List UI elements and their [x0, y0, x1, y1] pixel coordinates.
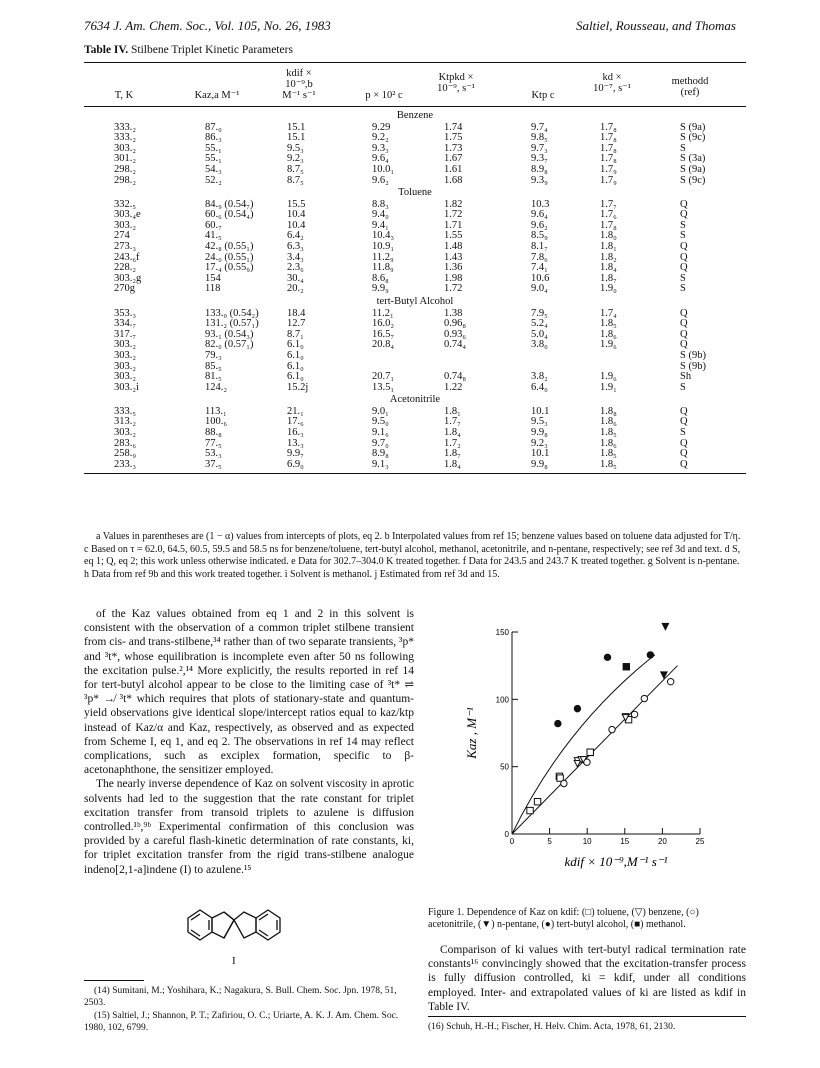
table-cell: 0.74₈	[444, 371, 467, 383]
table-cell: 8.7₅	[287, 163, 304, 175]
table-cell: 5.0₄	[531, 328, 548, 340]
body-right-column	[428, 943, 746, 1014]
table-cell: 7.9₅	[531, 307, 548, 319]
table-cell: 79.₃	[205, 349, 222, 361]
table-cell: 0.93₆	[444, 328, 467, 340]
table-cell: 334.₇	[114, 318, 137, 330]
point-toluene	[527, 807, 533, 813]
table-cell: 1.9₆	[600, 339, 617, 351]
table-cell: 55.₁	[205, 142, 222, 154]
table-cell: 1.71	[444, 219, 463, 231]
table-cell: Q	[680, 416, 688, 428]
table-cell: 1.7₆	[600, 209, 617, 221]
table-cell: 1.8₂	[600, 251, 617, 263]
table-cell: 1.7₉	[600, 163, 617, 175]
table-cell: 10.1	[531, 448, 550, 460]
table-cell: 52.₂	[205, 174, 222, 186]
table-cell: 2.3₆	[287, 262, 304, 274]
table-cell: 10.4	[287, 219, 306, 231]
table-cell: 60.₆ (0.54₄)	[205, 209, 254, 221]
table-cell: 84.₉ (0.54₇)	[205, 198, 254, 210]
table-cell: S	[680, 142, 686, 154]
table-cell: 1.9₀	[600, 283, 617, 295]
y-tick-label: 100	[495, 695, 509, 705]
table-cell: S	[680, 283, 686, 295]
paragraph: Comparison of ki values with tert-butyl radical termination rate constants¹⁶ convincingly showed that the excitation-transfer process is fully diffusion controlled, ki = kdif, under all conditions employed. Inter- and extrapolated values of ki are listed as kdif in Table IV.	[428, 944, 746, 1013]
table-cell: 9.5₀	[372, 416, 389, 428]
point-acetonitrile	[667, 678, 673, 684]
table-cell: 1.8₄	[600, 262, 617, 274]
table-cell: 1.38	[444, 307, 463, 319]
table-cell: 30.₄	[287, 272, 304, 284]
table-cell: 6.3₃	[287, 241, 304, 252]
table-cell: Q	[680, 209, 688, 221]
table-cell: 1.8₅	[600, 427, 617, 438]
table-cell: 5.2₄	[531, 318, 548, 330]
table-cell: 1.7₈	[600, 142, 617, 154]
table-cell: 1.73	[444, 142, 463, 154]
table-cell: 1.7₄	[600, 307, 617, 319]
column-header: T, K	[114, 90, 134, 101]
table-footnotes	[84, 531, 746, 581]
table-cell: 77.₅	[205, 437, 222, 449]
table-cell: 9.5₃	[287, 142, 304, 154]
authors: Saltiel, Rousseau, and Thomas	[576, 18, 736, 33]
table-cell: 1.8₄	[444, 427, 461, 438]
table-cell: 243.₆f	[114, 251, 140, 263]
x-axis-label: kdif × 10⁻⁹,M⁻¹ s⁻¹	[564, 854, 668, 869]
table-cell: 15.2j	[287, 381, 309, 393]
table-cell: 1.8₅	[600, 458, 617, 470]
table-cell: 9.8₅	[531, 132, 548, 144]
table-cell: 9.7₀	[372, 437, 389, 449]
table-header-rule	[84, 106, 746, 107]
table-row	[84, 382, 746, 394]
table-cell: 1.22	[444, 381, 463, 393]
x-tick-label: 5	[547, 837, 552, 846]
table-cell: 86.₃	[205, 132, 222, 144]
table-cell: 9.0₄	[531, 283, 548, 295]
point-n-pentane	[662, 623, 668, 629]
table-cell: 53.₃	[205, 448, 222, 460]
point-benzene	[574, 761, 580, 767]
table-cell: 8.9₈	[372, 448, 389, 460]
table-cell: 18.4	[287, 307, 306, 319]
table-cell: 274	[114, 230, 130, 242]
table-cell: 303.₂	[114, 142, 137, 154]
y-tick-label: 0	[504, 830, 509, 839]
point-tert-butyl-alcohol	[604, 654, 610, 660]
column-header: Ktpkd × 10⁻⁹, s⁻¹	[437, 72, 475, 94]
table-cell: 273.₃	[114, 241, 137, 252]
table-cell: S	[680, 272, 686, 284]
point-toluene	[534, 798, 540, 804]
table-cell: 6.1₀	[287, 360, 304, 372]
point-tert-butyl-alcohol	[574, 705, 580, 711]
table-cell: 81.₅	[205, 371, 222, 383]
table-cell: Q	[680, 198, 688, 210]
table-cell: 10.3	[531, 198, 550, 210]
table-cell: Q	[680, 328, 688, 340]
table-cell: 124.₂	[205, 381, 228, 393]
table-cell: 17.₄ (0.55₉)	[205, 262, 254, 274]
table-cell: 333.₂	[114, 121, 137, 133]
table-cell: 9.9₇	[287, 448, 304, 460]
table-cell: 9.9₈	[531, 427, 548, 438]
table-section-label: Benzene	[396, 110, 434, 121]
table-cell: 9.3₃	[372, 142, 389, 154]
table-bottom-rule	[84, 473, 746, 474]
references-right	[428, 1022, 746, 1032]
table-cell: 333.₂	[114, 132, 137, 144]
table-caption	[84, 44, 293, 56]
table-cell: 9.6₄	[372, 153, 389, 165]
table-cell: 6.9₀	[287, 458, 304, 470]
table-cell: 303.₂i	[114, 381, 139, 393]
table-cell: 1.8₈	[600, 405, 617, 417]
table-cell: 1.98	[444, 272, 463, 284]
table-cell: 1.8₁	[600, 241, 617, 252]
table-cell: 37.₅	[205, 458, 222, 470]
table-cell: 118	[205, 283, 221, 295]
figure-1-scatter-plot	[432, 612, 746, 902]
table-cell: 1.7₇	[600, 198, 617, 210]
table-cell: 9.3₇	[531, 153, 548, 165]
table-cell: 9.2₂	[372, 132, 389, 144]
table-cell: 9.4₁	[372, 219, 389, 231]
table-cell: 9.9₈	[531, 458, 548, 470]
table-cell: 0.96₈	[444, 318, 467, 330]
table-cell: Q	[680, 339, 688, 351]
table-cell: 10.0₁	[372, 163, 395, 175]
point-tert-butyl-alcohol	[555, 720, 561, 726]
table-section-label: Toluene	[398, 187, 432, 199]
table-cell: 1.7₈	[600, 132, 617, 144]
table-cell: 1.74	[444, 121, 463, 133]
table-cell: 270g	[114, 283, 135, 295]
table-title: Stilbene Triplet Kinetic Parameters	[130, 44, 293, 56]
table-cell: 317.₇	[114, 328, 137, 340]
table-cell: 1.7₈	[600, 153, 617, 165]
y-tick-label: 150	[495, 628, 509, 637]
table-cell: 8.5₉	[531, 230, 548, 242]
table-cell: 11.2₁	[372, 307, 394, 319]
table-cell: 16.5₇	[372, 328, 395, 340]
point-acetonitrile	[561, 780, 567, 786]
x-tick-label: 25	[695, 837, 705, 846]
footnote-text: a Values in parentheses are (1 − α) values from intercepts of plots, eq 2. b Interpolated values from ref 15; benzene values based on toluene data adjusted for T/η. c Based on τ = 62.0, 64.5, 60.5, 59.5 and 58.5 ns for benzene/toluene, tert-butyl alcohol, methanol, acetonitrile, and n-pentane, respectively; see ref 3d and text. d S, eq 1; Q, eq 2; this work unless otherwise indicated. e Data for 302.7–304.0 K treated together. f Data for 243.5 and 243.7 K treated together. g Solvent is n-pentane. h Data from ref 9b and this work treated together. i Solvent is methanol. j Estimated from ref 3d and 15.	[84, 531, 741, 580]
table-cell: 10.4₃	[372, 230, 395, 242]
table-cell: 82.₀ (0.57₁)	[205, 339, 254, 351]
table-cell: 1.43	[444, 251, 463, 263]
table-cell: 9.1₆	[372, 427, 389, 438]
table-cell: 20.8₄	[372, 339, 395, 351]
column-header: kd × 10⁻⁷, s⁻¹	[593, 72, 631, 94]
table-cell: 8.1₇	[531, 241, 548, 252]
table-cell: 13.₃	[287, 437, 304, 449]
refs-rule	[84, 980, 144, 981]
trend-line-aprotic	[512, 666, 677, 834]
x-tick-label: 15	[620, 837, 630, 846]
table-cell: 17.₆	[287, 416, 304, 428]
table-cell: Q	[680, 251, 688, 263]
table-cell: 20.7₁	[372, 371, 395, 383]
table-cell: Q	[680, 405, 688, 417]
table-cell: S (9a)	[680, 121, 706, 133]
table-cell: 15.1	[287, 132, 306, 144]
table-cell: 20.₂	[287, 283, 304, 295]
figure-caption: Figure 1. Dependence of Kaz on kdif: (□) toluene, (▽) benzene, (○) acetonitrile, (▼) n-pentane, (●) tert-butyl alcohol, (■) methanol.	[428, 907, 699, 930]
x-tick-label: 0	[509, 837, 515, 846]
table-cell: 133.₀ (0.54₂)	[205, 307, 259, 319]
table-cell: 8.7₁	[287, 328, 304, 340]
table-cell: 41.₅	[205, 230, 222, 242]
table-cell: 87.₀	[205, 121, 222, 133]
table-cell: 6.1₀	[287, 339, 304, 351]
table-cell: 9.0₁	[372, 405, 389, 417]
table-cell: 1.8₆	[600, 437, 617, 449]
table-cell: 303.₂	[114, 349, 137, 361]
table-cell: S	[680, 381, 686, 393]
table-cell: 258.₉	[114, 448, 137, 460]
table-cell: 1.68	[444, 174, 463, 186]
table-cell: 303.₂	[114, 219, 137, 231]
table-cell: 3.8₂	[531, 371, 548, 383]
table-top-rule	[84, 62, 746, 63]
table-cell: 1.9₆	[600, 371, 617, 383]
table-cell: 1.7₂	[444, 437, 461, 449]
table-cell: 85.₅	[205, 360, 222, 372]
point-acetonitrile	[641, 695, 647, 701]
table-cell: 303.₂	[114, 427, 137, 438]
table-cell: 1.8₀	[600, 230, 617, 242]
table-cell: S	[680, 427, 686, 438]
table-cell: 1.7₈	[600, 219, 617, 231]
refs-right-rule	[428, 1016, 746, 1017]
table-cell: 21.₁	[287, 405, 304, 417]
table-cell: 1.75	[444, 132, 463, 144]
table-cell: 9.5₃	[531, 416, 548, 428]
table-cell: Q	[680, 318, 688, 330]
table-cell: 9.7₄	[531, 121, 548, 133]
table-cell: 1.8₆	[600, 328, 617, 340]
table-cell: 8.8₃	[372, 198, 389, 210]
column-header: p × 10² c	[365, 90, 403, 101]
table-row	[84, 283, 746, 295]
table-cell: 1.36	[444, 262, 463, 274]
table-cell: 9.4₀	[372, 209, 389, 221]
table-cell: 100.₆	[205, 416, 228, 428]
table-cell: 353.₃	[114, 307, 137, 319]
table-cell: S	[680, 219, 686, 231]
table-cell: 9.1₃	[372, 458, 389, 470]
table-cell: Q	[680, 437, 688, 449]
table-cell: 9.6₂	[531, 219, 548, 231]
table-cell: 10.4	[287, 209, 306, 221]
table-cell: S (9c)	[680, 132, 706, 144]
table-cell: Q	[680, 458, 688, 470]
table-cell: 298.₂	[114, 174, 137, 186]
table-cell: 9.2₃	[531, 437, 548, 449]
table-cell: 88.₈	[205, 427, 222, 438]
table-cell: 1.8₅	[600, 318, 617, 330]
table-cell: 6.4₀	[531, 381, 548, 393]
table-cell: 1.8₅	[600, 448, 617, 460]
table-cell: 303.₂	[114, 339, 137, 351]
table-cell: 42.₈ (0.55₁)	[205, 241, 254, 252]
table-cell: 9.29	[372, 121, 391, 133]
table-cell: 3.4₃	[287, 251, 304, 263]
table-cell: S (9b)	[680, 349, 706, 361]
table-cell: 10.1	[531, 405, 550, 417]
table-cell: 1.8₇	[600, 272, 617, 284]
table-cell: 1.72	[444, 283, 463, 295]
x-tick-label: 10	[582, 837, 592, 846]
table-cell: 93.₁ (0.54₃)	[205, 328, 254, 340]
table-cell: 11.8₉	[372, 262, 394, 274]
table-section-label: Acetonitrile	[389, 394, 441, 406]
table-cell: S (9c)	[680, 174, 706, 186]
running-header	[84, 18, 736, 36]
references-left	[84, 986, 414, 1036]
table-cell: 233.₃	[114, 458, 137, 470]
table-cell: Q	[680, 307, 688, 319]
table-cell: 9.9₉	[372, 283, 389, 295]
table-cell: 313.₂	[114, 416, 137, 428]
table-cell: 1.8₁	[444, 405, 461, 417]
table-cell: 154	[205, 272, 221, 284]
table-number: Table IV.	[84, 44, 129, 56]
point-methanol	[623, 664, 629, 670]
table-cell: 303.₂g	[114, 272, 142, 284]
point-acetonitrile	[584, 759, 590, 765]
table-cell: 6.4₂	[287, 230, 304, 242]
table-cell: 1.61	[444, 163, 463, 175]
point-tert-butyl-alcohol	[647, 652, 653, 658]
table-cell: Q	[680, 262, 688, 274]
table-cell: 15.5	[287, 198, 306, 210]
reference: (15) Saltiel, J.; Shannon, P. T.; Zafiriou, O. C.; Uriarte, A. K. J. Am. Chem. Soc. 1980, 102, 6799.	[84, 1011, 399, 1033]
table-cell: 1.55	[444, 230, 463, 242]
table-cell: S (3a)	[680, 153, 706, 165]
table-cell: 9.7₃	[531, 142, 548, 154]
table-cell: 10.9₁	[372, 241, 395, 252]
paragraph: The nearly inverse dependence of Kaz on solvent viscosity in aprotic solvents had led to the suggestion that the rate constant for triplet excitation transfer from transoid triplets to azulene is diffusion controlled.¹ᵇ,⁹ᵇ Experimental confirmation of this conclusion was provided by a careful flash-kinetic determination of rate constants, ki, for triplet excitation transfer from the rigid trans-stilbene analogue indeno[2,1-a]indene (I) to azulene.¹⁵	[84, 778, 414, 876]
molecule-label: I	[232, 955, 236, 967]
table-cell: 16.0₂	[372, 318, 395, 330]
table-cell: 1.7₈	[600, 121, 617, 133]
table-cell: 55.₁	[205, 153, 222, 165]
table-cell: 333.₅	[114, 405, 137, 417]
table-cell: S (9a)	[680, 163, 706, 175]
table-cell: 60.₇	[205, 219, 222, 231]
table-cell: 9.6₄	[531, 209, 548, 221]
table-cell: 1.8₆	[600, 416, 617, 428]
table-cell: 9.2₃	[287, 153, 304, 165]
table-cell: 54.₃	[205, 163, 222, 175]
table-cell: 1.8₄	[444, 458, 461, 470]
table-cell: 12.7	[287, 318, 306, 330]
table-cell: 13.5₁	[372, 381, 395, 393]
point-acetonitrile	[631, 711, 637, 717]
table-cell: 6.1₀	[287, 349, 304, 361]
table-cell: 15.1	[287, 121, 306, 133]
table-cell: 0.74₄	[444, 339, 467, 351]
table-cell: 10.6	[531, 272, 550, 284]
table-cell: S (9b)	[680, 360, 706, 372]
table-cell: Sh	[680, 371, 692, 383]
column-header: Ktp c	[531, 90, 555, 101]
table-cell: 303.₄e	[114, 209, 141, 221]
table-cell: 303.₂	[114, 360, 137, 372]
body-left-column	[84, 607, 414, 877]
column-header: Kaz,a M⁻¹	[194, 90, 240, 101]
table-cell: Q	[680, 448, 688, 460]
table-cell: 8.9₈	[531, 163, 548, 175]
table-cell: 332.₅	[114, 198, 137, 210]
table-cell: 7.4₁	[531, 262, 548, 274]
table-cell: 8.6₈	[372, 272, 389, 284]
table-cell: 1.8₇	[444, 448, 461, 460]
table-cell: 9.6₂	[372, 174, 389, 186]
table-cell: 8.7₅	[287, 174, 304, 186]
paragraph: of the Kaz values obtained from eq 1 and 2 in this solvent is consistent with the observation of a common triplet stilbene transient from cis- and trans-stilbene,³⁴ rather than of two separate transients, ³p* and ³t*, whose equilibration is incomplete even after 50 ns following the excitation pulse.²,¹⁴ More explicitly, the results reported in ref 14 for tert-butyl alcohol appear to be close to the limiting case of ³t* ⇌ ³p* ↛ ³t* which requires that plots of stationary-state and quantum-yield observations give identical slope/intercept ratios equal to kaz/ktp instead of Kaz/α and Kaz, respectively, as observed and as expected from Scheme I, eq 1, and eq 2. The observations in ref 14 may reflect complications, such as exciplex formation, specific to β-acetonaphthone, the sensitizer employed.	[84, 608, 414, 777]
table-cell: 283.₆	[114, 437, 137, 449]
journal-citation: 7634 J. Am. Chem. Soc., Vol. 105, No. 26, 1983	[84, 18, 331, 33]
table-cell: 11.2₉	[372, 251, 394, 263]
y-axis-label: Kaz , M⁻¹	[464, 707, 479, 759]
table-cell: 1.7₉	[600, 174, 617, 186]
reference: (14) Sumitani, M.; Yoshihara, K.; Nagakura, S. Bull. Chem. Soc. Jpn. 1978, 51, 2503.	[84, 986, 397, 1008]
table-cell: 16.₃	[287, 427, 304, 438]
table-cell: 9.3₉	[531, 174, 548, 186]
table-cell: 303.₂	[114, 371, 137, 383]
table-cell: 3.8₀	[531, 339, 548, 351]
reference: (16) Schuh, H.-H.; Fischer, H. Helv. Chim. Acta, 1978, 61, 2130.	[428, 1022, 676, 1032]
point-acetonitrile	[609, 726, 615, 732]
table-cell: 1.7₇	[444, 416, 461, 428]
x-tick-label: 20	[657, 837, 667, 846]
table-cell: 228.₂	[114, 262, 137, 274]
table-cell: 1.9₁	[600, 381, 617, 393]
column-header: methodd (ref)	[671, 76, 709, 98]
table-row	[84, 459, 746, 471]
table-cell: 7.8₆	[531, 251, 548, 263]
table-cell: 1.82	[444, 198, 463, 210]
table-cell: 113.₁	[205, 405, 227, 417]
table-cell: 298.₂	[114, 163, 137, 175]
column-header: kdif × 10⁻⁹,b M⁻¹ s⁻¹	[282, 68, 316, 101]
table-cell: 6.1₀	[287, 371, 304, 383]
table-cell: 1.67	[444, 153, 463, 165]
table-cell: 24.₀ (0.55₁)	[205, 251, 254, 263]
table-cell: Q	[680, 241, 688, 252]
point-toluene	[587, 749, 593, 755]
table-cell: 131.₂ (0.57₁)	[205, 318, 259, 330]
table-row	[84, 175, 746, 187]
y-tick-label: 50	[500, 762, 509, 772]
table-cell: 1.72	[444, 209, 463, 221]
table-cell: S	[680, 230, 686, 242]
table-section-label: tert-Butyl Alcohol	[376, 296, 454, 307]
table-cell: 1.48	[444, 241, 463, 252]
table-cell: 301.₂	[114, 153, 137, 165]
